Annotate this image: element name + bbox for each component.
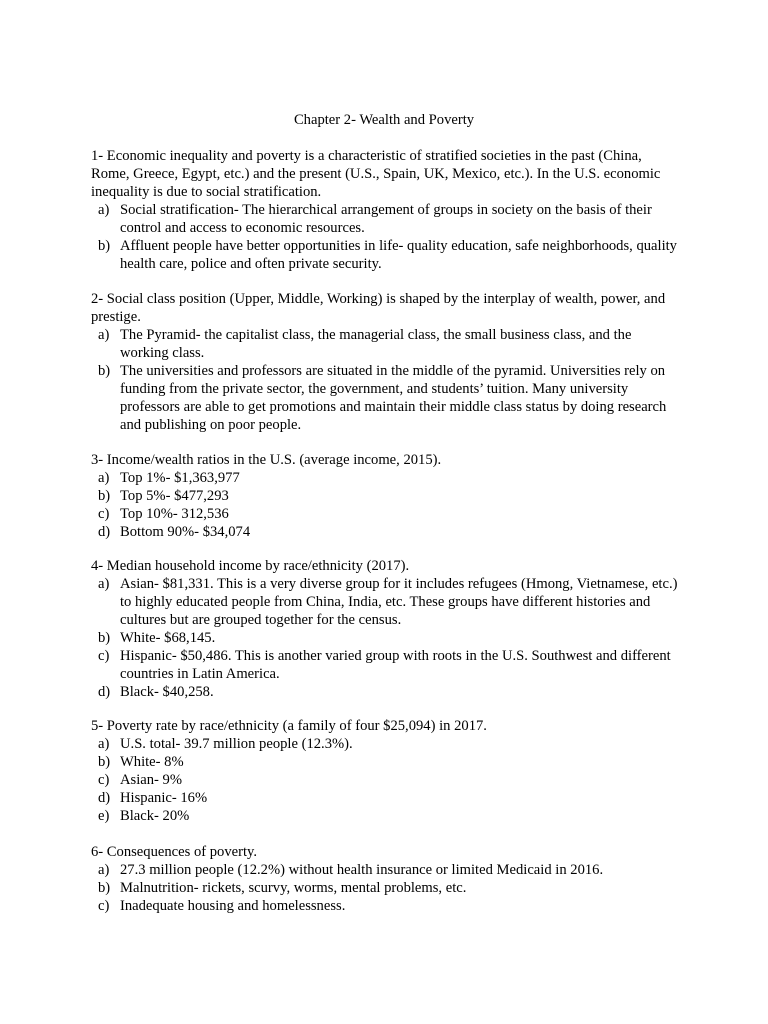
item-list [91,469,681,541]
section-1 [91,147,681,273]
list-item-text: White- $68,145. [120,630,216,646]
section-lead: 4- Median household income by race/ethnicity (2017). [91,558,410,574]
list-item-text: Top 5%- $477,293 [120,488,229,504]
section-2 [91,290,681,434]
list-item [91,647,681,683]
list-item [91,753,681,771]
list-item [91,326,681,362]
page-title: Chapter 2- Wealth and Poverty [293,112,475,128]
list-item [91,771,681,789]
item-list [91,861,681,915]
list-item [91,789,681,807]
item-list [91,575,681,701]
list-item-text: White- 8% [120,754,184,770]
list-marker: e) [98,808,110,824]
section-4 [91,557,681,701]
list-item-text: Inadequate housing and homelessness. [120,898,346,914]
section-6 [91,843,681,915]
list-marker: c) [98,506,110,522]
list-marker: b) [98,363,111,379]
list-marker: a) [98,862,110,878]
item-list [91,326,681,434]
list-item-text: Asian- $81,331. This is a very diverse group for it includes refugees (Hmong, Vietnamese, etc.) to highly educated people from China, India, etc. These groups have different histories and cultures but are grouped together for the census. [120,576,678,628]
list-item [91,201,681,237]
list-marker: d) [98,524,111,540]
list-item [91,861,681,879]
list-item [91,487,681,505]
list-item [91,897,681,915]
list-item [91,237,681,273]
list-item [91,505,681,523]
list-item-text: Malnutrition- rickets, scurvy, worms, mental problems, etc. [120,880,467,896]
list-marker: a) [98,470,110,486]
section-lead: 5- Poverty rate by race/ethnicity (a family of four $25,094) in 2017. [91,718,487,734]
list-item [91,735,681,753]
list-item-text: Top 10%- 312,536 [120,506,229,522]
section-lead: 1- Economic inequality and poverty is a characteristic of stratified societies in the past (China, Rome, Greece, Egypt, etc.) and the present (U.S., Spain, UK, Mexico, etc.). In the U.S. economic inequality is due to social stratification. [91,148,661,200]
list-item [91,469,681,487]
section-3 [91,451,681,541]
list-marker: c) [98,648,110,664]
item-list [91,735,681,825]
list-item-text: The universities and professors are situated in the middle of the pyramid. Universities rely on funding from the private sector, the government, and students’ tuition. Many university professors are able to get promotions and maintain their middle class status by doing research and publishing on poor people. [120,363,667,433]
list-item [91,683,681,701]
list-item [91,362,681,434]
list-marker: b) [98,488,111,504]
list-item [91,629,681,647]
list-item-text: U.S. total- 39.7 million people (12.3%). [120,736,353,752]
item-list [91,201,681,273]
list-marker: a) [98,576,110,592]
list-marker: b) [98,754,111,770]
list-marker: b) [98,630,111,646]
section-lead: 3- Income/wealth ratios in the U.S. (average income, 2015). [91,452,442,468]
section-lead: 6- Consequences of poverty. [91,844,258,860]
list-marker: d) [98,684,111,700]
list-marker: c) [98,898,110,914]
list-item-text: Black- $40,258. [120,684,214,700]
list-item [91,879,681,897]
list-marker: a) [98,736,110,752]
list-marker: b) [98,238,111,254]
section-5 [91,717,681,825]
list-item [91,523,681,541]
list-item-text: Affluent people have better opportunities in life- quality education, safe neighborhoods, quality health care, police and often private security. [120,238,677,272]
list-marker: a) [98,327,110,343]
list-marker: d) [98,790,111,806]
list-item-text: 27.3 million people (12.2%) without health insurance or limited Medicaid in 2016. [120,862,604,878]
list-item-text: Asian- 9% [120,772,183,788]
list-marker: b) [98,880,111,896]
list-item-text: The Pyramid- the capitalist class, the managerial class, the small business class, and the working class. [120,327,632,361]
list-item [91,575,681,629]
list-marker: a) [98,202,110,218]
list-item-text: Black- 20% [120,808,190,824]
section-lead: 2- Social class position (Upper, Middle, Working) is shaped by the interplay of wealth, power, and prestige. [91,291,666,325]
list-marker: c) [98,772,110,788]
list-item-text: Hispanic- 16% [120,790,208,806]
list-item-text: Hispanic- $50,486. This is another varied group with roots in the U.S. Southwest and different countries in Latin America. [120,648,671,682]
list-item-text: Bottom 90%- $34,074 [120,524,251,540]
list-item-text: Top 1%- $1,363,977 [120,470,240,486]
list-item-text: Social stratification- The hierarchical arrangement of groups in society on the basis of their control and access to economic resources. [120,202,652,236]
list-item [91,807,681,825]
